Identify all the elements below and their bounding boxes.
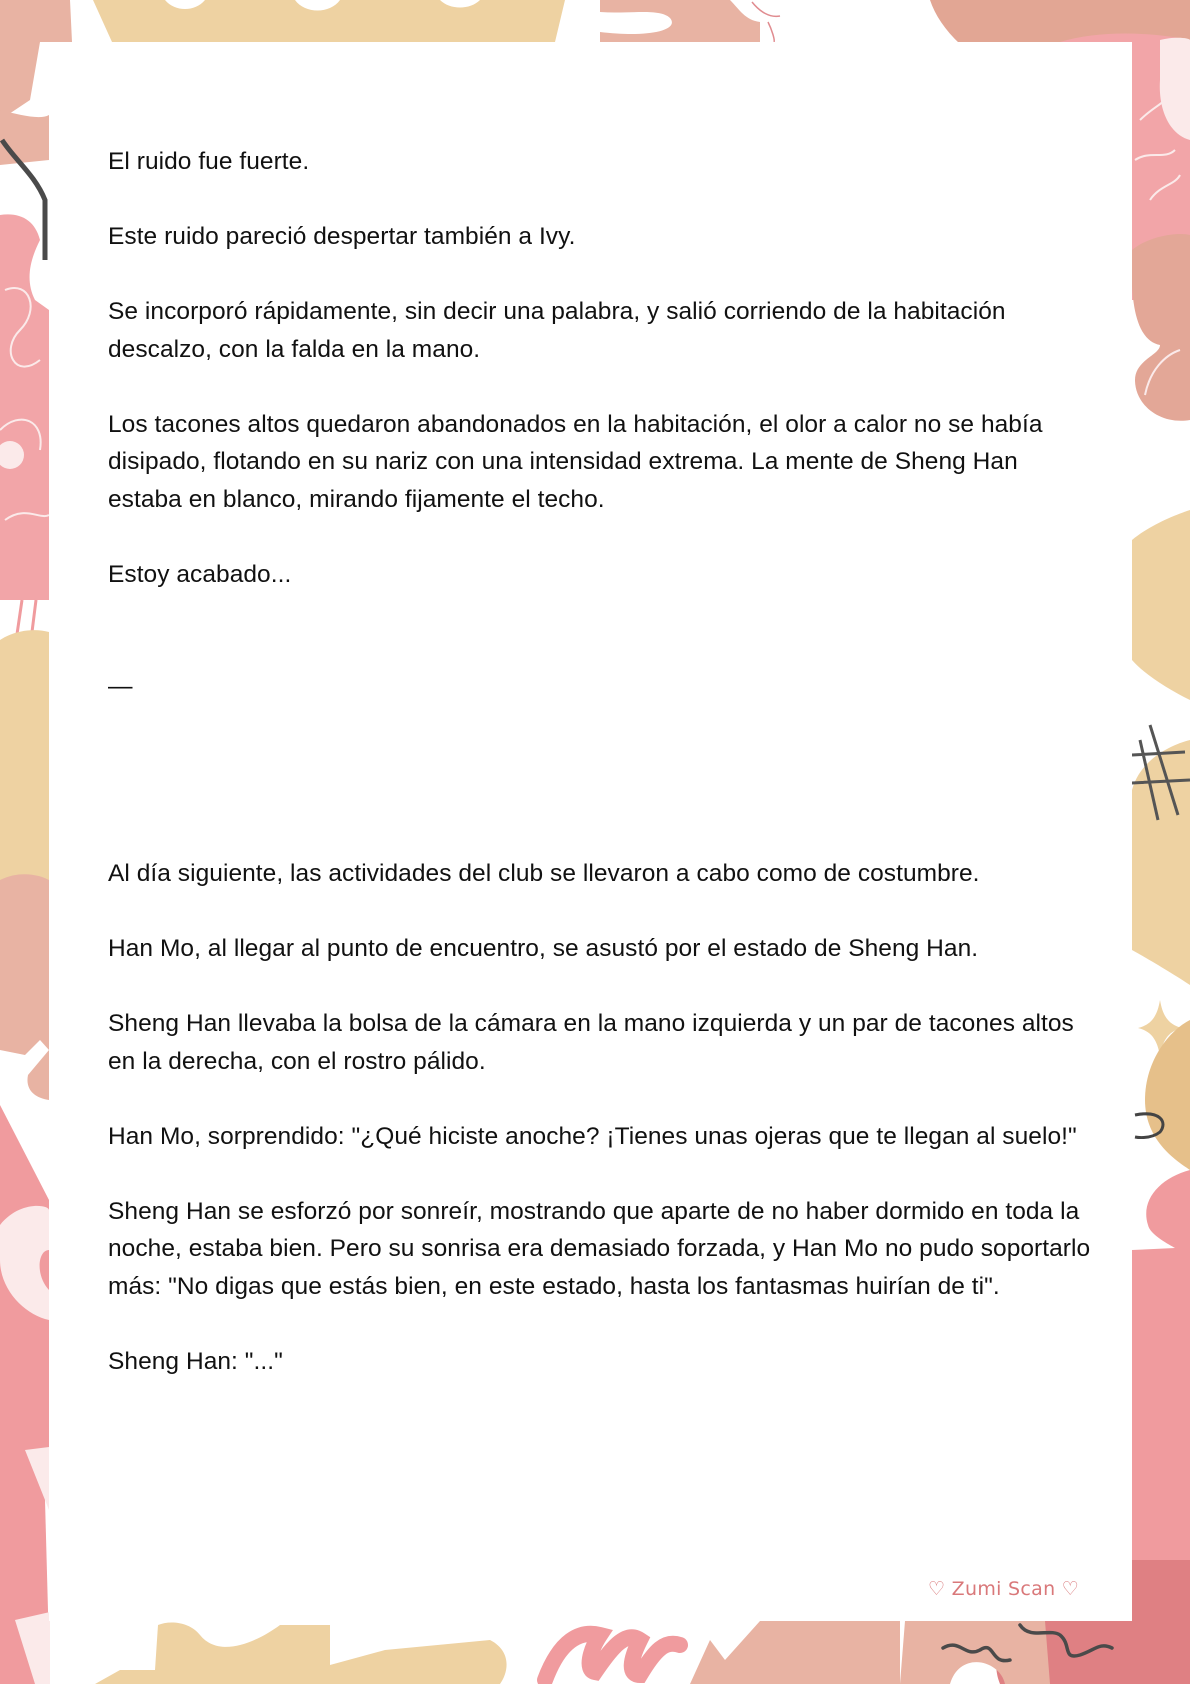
left-salmon-leaf <box>0 874 49 1100</box>
paragraph: Estoy acabado... <box>108 560 292 588</box>
chapter-text <box>108 143 1093 1418</box>
spacer <box>108 631 1093 669</box>
left-pink-block <box>0 214 49 600</box>
bottom-sand-shape <box>95 1622 507 1684</box>
section-divider: — <box>108 673 133 700</box>
right-sand-shape-1 <box>1132 510 1190 700</box>
paragraph: Han Mo, al llegar al punto de encuentro, se asustó por el estado de Sheng Han. <box>108 935 979 962</box>
right-sand-shape-2 <box>1132 740 1190 985</box>
right-pink-shape <box>1132 1170 1190 1621</box>
paragraph: Sheng Han llevaba la bolsa de la cámara en la mano izquierda y un par de tacones altos en la derecha, con el rostro pálido. <box>108 1010 1074 1075</box>
bottom-salmon-zigzag <box>690 1621 900 1684</box>
paragraph: Se incorporó rápidamente, sin decir una palabra, y salió corriendo de la habitación descalzo, con la falda en la mano. <box>108 298 1006 363</box>
paragraph: Los tacones altos quedaron abandonados en la habitación, el olor a calor no se había disipado, flotando en su nariz con una intensidad extrema. La mente de Sheng Han estaba en blanco, mirando fijamente el techo. <box>108 410 1043 513</box>
paragraph: Al día siguiente, las actividades del club se llevaron a cabo como de costumbre. <box>108 860 980 887</box>
scanlation-watermark: ♡ Zumi Scan ♡ <box>928 1578 1080 1600</box>
left-salmon-top <box>0 110 49 165</box>
paragraph: El ruido fue fuerte. <box>108 148 310 175</box>
paragraph: Sheng Han: "..." <box>108 1347 283 1375</box>
bottom-pink-scribble <box>545 1634 680 1680</box>
top-salmon-blob <box>600 0 760 42</box>
paragraph: Este ruido pareció despertar también a Ivy. <box>108 223 576 250</box>
top-sand-shape <box>93 0 565 42</box>
left-sand-block <box>0 630 49 905</box>
spacer <box>108 818 1093 856</box>
paragraph: Han Mo, sorprendido: "¿Qué hiciste anoche? ¡Tienes unas ojeras que te llegan al suelo!" <box>108 1122 1077 1150</box>
paragraph: Sheng Han se esforzó por sonreír, mostrando que aparte de no haber dormido en toda la noche, estaba bien. Pero su sonrisa era demasiado forzada, y Han Mo no pudo soportarlo más: "No digas que estás bien, en este estado, hasta los fantasmas huirían de ti". <box>108 1197 1091 1300</box>
right-sand-drop <box>1145 1020 1190 1170</box>
right-salmon-blob <box>1132 234 1190 421</box>
